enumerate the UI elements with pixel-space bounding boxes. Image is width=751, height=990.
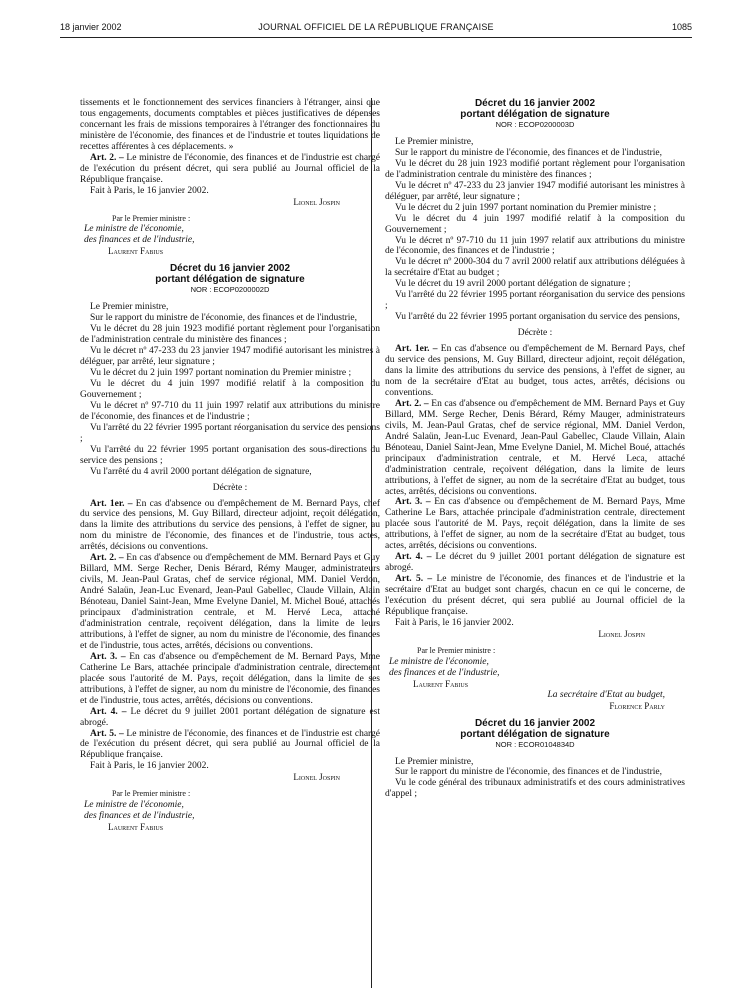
decrete: Décrète : bbox=[212, 482, 248, 493]
para: Vu le décret du 4 juin 1997 modifié relatif à la composition du Gouvernement ; bbox=[385, 213, 685, 235]
para: Vu le décret nº 97-710 du 11 juin 1997 relatif aux attributions du ministre de l'économie, des finances et de l'industrie ; bbox=[385, 235, 685, 257]
decree-nor: NOR : ECOR0104834D bbox=[495, 739, 575, 749]
par-line: Par le Premier ministre : bbox=[417, 645, 496, 655]
article-paragraph: Art. 5. – Le ministre de l'économie, des finances et de l'industrie et la secrétaire d'Etat au budget sont chargés, chacun en ce qui le concerne, de l'exécution du présent décret, qui sera publié au Journal officiel de la République française. bbox=[385, 574, 685, 617]
decree-title: Décret du 16 janvier 2002 bbox=[474, 98, 596, 109]
minister-title: des finances et de l'industrie, bbox=[84, 235, 195, 246]
para: Sur le rapport du ministre de l'économie, des finances et de l'industrie, bbox=[90, 313, 357, 324]
minister-title: Le ministre de l'économie, bbox=[84, 800, 184, 811]
signer-name: Lionel Jospin bbox=[598, 628, 645, 639]
para: Vu le décret nº 97-710 du 11 juin 1997 relatif aux attributions du ministre de l'économie, des finances et de l'industrie ; bbox=[80, 400, 380, 422]
page-header bbox=[60, 22, 692, 36]
secretary-name: Florence Parly bbox=[609, 700, 665, 711]
para: Vu le code général des tribunaux administratifs et des cours administratives d'appel ; bbox=[385, 778, 685, 800]
para: Vu le décret nº 47-233 du 23 janvier 1947 modifié autorisant les ministres à déléguer, par arrêté, leur signature ; bbox=[80, 346, 380, 368]
article-paragraph: Art. 5. – Le ministre de l'économie, des finances et de l'industrie est chargé de l'exécution du présent décret, qui sera publié au Journal officiel de la République française. bbox=[80, 728, 381, 761]
para: Le Premier ministre, bbox=[395, 136, 474, 147]
minister-title: Le ministre de l'économie, bbox=[389, 656, 489, 667]
para: Vu le décret du 4 juin 1997 modifié relatif à la composition du Gouvernement ; bbox=[80, 378, 380, 400]
par-line: Par le Premier ministre : bbox=[112, 789, 191, 799]
fait-line: Fait à Paris, le 16 janvier 2002. bbox=[395, 617, 514, 628]
para: Vu l'arrêté du 4 avril 2000 portant délégation de signature, bbox=[90, 466, 312, 477]
decree-subtitle: portant délégation de signature bbox=[460, 109, 610, 120]
article-paragraph: Art. 2. – Le ministre de l'économie, des finances et de l'industrie est chargé de l'exécution du présent décret, qui sera publié au Journal officiel de la République française. bbox=[80, 152, 381, 185]
secretary-title: La secrétaire d'Etat au budget, bbox=[547, 689, 665, 700]
minister-name: Laurent Fabius bbox=[108, 822, 164, 833]
para: Vu le décret du 2 juin 1997 portant nomination du Premier ministre ; bbox=[90, 368, 352, 379]
left-column bbox=[80, 98, 380, 833]
signer-name: Lionel Jospin bbox=[293, 196, 340, 207]
decree-title: Décret du 16 janvier 2002 bbox=[169, 263, 291, 275]
para: Vu l'arrêté du 22 février 1995 portant réorganisation du service des pensions ; bbox=[80, 422, 380, 444]
fait-line: Fait à Paris, le 16 janvier 2002. bbox=[90, 185, 209, 196]
minister-name: Laurent Fabius bbox=[108, 246, 164, 257]
minister-title: des finances et de l'industrie, bbox=[389, 667, 500, 678]
fait-line: Fait à Paris, le 16 janvier 2002. bbox=[90, 761, 209, 772]
article-paragraph: Art. 3. – En cas d'absence ou d'empêchement de M. Bernard Pays, Mme Catherine Le Bars, attachée principale d'administration centrale, directement placée sous l'autorité de M. Pays, reçoit délégation, dans la limite de ses attributions, à l'effet de signer, au nom de la secrétaire d'Etat au budget, tous actes, arrêtés, décisions ou conventions. bbox=[385, 497, 686, 552]
decree-nor: NOR : ECOP0200002D bbox=[190, 285, 270, 295]
article-paragraph: Art. 4. – Le décret du 9 juillet 2001 portant délégation de signature est abrogé. bbox=[385, 552, 685, 574]
article-paragraph: Art. 1er. – En cas d'absence ou d'empêchement de M. Bernard Pays, chef du service des pensions, M. Guy Billard, directeur adjoint, reçoit délégation, dans la limite des attributions du service des pensions, à l'effet de signer, au nom du ministre de l'économie, des finances et de l'industrie, tous actes, arrêtés, décisions ou conventions. bbox=[80, 498, 380, 553]
decree-title: Décret du 16 janvier 2002 bbox=[474, 717, 596, 729]
signer-name: Lionel Jospin bbox=[293, 772, 340, 783]
para: Vu le décret du 28 juin 1923 modifié portant règlement pour l'organisation de l'administration centrale du ministère des finances ; bbox=[80, 324, 380, 346]
article-paragraph: Art. 1er. – En cas d'absence ou d'empêchement de M. Bernard Pays, chef du service des pensions, M. Guy Billard, directeur adjoint, reçoit délégation, dans la limite des attributions du service des pensions, à l'effet de signer, au nom de la secrétaire d'Etat au budget, tous actes, arrêtés, décisions ou conventions. bbox=[385, 344, 685, 398]
article-paragraph: Art. 2. – En cas d'absence ou d'empêchement de MM. Bernard Pays et Guy Billard, MM. Serge Recher, Denis Bérard, Rémy Mauger, administrateurs civils, M. Jean-Paul Gratas, chef de service régional, MM. Daniel Verdon, André Salaün, Jean-Luc Evenard, Jean-Paul Gabellec, Claude Villain, Alain Bénoteau, Daniel Saint-Jean, Mme Evelyne Daniel, M. Michel Boué, attachés principaux d'administration centrale, et M. Hervé Leca, attaché d'administration centrale, reçoivent délégation, dans la limite de leurs attributions, à l'effet de signer, au nom de la secrétaire d'Etat au budget, tous actes, arrêtés, décisions ou conventions. bbox=[385, 398, 686, 497]
header-page-number: 1085 bbox=[671, 22, 692, 32]
minister-title: des finances et de l'industrie, bbox=[84, 811, 195, 822]
minister-name: Laurent Fabius bbox=[413, 678, 469, 689]
para: Vu l'arrêté du 22 février 1995 portant organisation des sous-directions du service des pensions ; bbox=[80, 444, 380, 466]
para: Sur le rapport du ministre de l'économie, des finances et de l'industrie, bbox=[395, 767, 662, 778]
decrete: Décrète : bbox=[517, 328, 553, 339]
right-column bbox=[385, 98, 685, 800]
para: Vu le décret nº 47-233 du 23 janvier 1947 modifié autorisant les ministres à déléguer, par arrêté, leur signature ; bbox=[385, 180, 685, 202]
para: Vu l'arrêté du 22 février 1995 portant organisation du service des pensions, bbox=[395, 312, 680, 323]
para: Vu le décret du 19 avril 2000 portant délégation de signature ; bbox=[395, 279, 631, 290]
minister-title: Le ministre de l'économie, bbox=[84, 224, 184, 235]
para: Vu l'arrêté du 22 février 1995 portant réorganisation du service des pensions ; bbox=[385, 290, 685, 312]
decree-nor: NOR : ECOP0200003D bbox=[495, 120, 575, 129]
para: Sur le rapport du ministre de l'économie, des finances et de l'industrie, bbox=[395, 147, 662, 158]
para: Le Premier ministre, bbox=[395, 756, 474, 767]
article-paragraph: Art. 4. – Le décret du 9 juillet 2001 portant délégation de signature est abrogé. bbox=[80, 706, 380, 728]
para: Vu le décret du 2 juin 1997 portant nomination du Premier ministre ; bbox=[395, 202, 657, 213]
para: Vu le décret nº 2000-304 du 7 avril 2000 relatif aux attributions déléguées à la secrétaire d'Etat au budget ; bbox=[385, 257, 685, 279]
para: Le Premier ministre, bbox=[90, 302, 169, 313]
decree-subtitle: portant délégation de signature bbox=[155, 274, 305, 286]
par-line: Par le Premier ministre : bbox=[112, 213, 191, 223]
continued-text: tissements et le fonctionnement des services financiers à l'étranger, ainsi que tous engagements, documents comptables et pièces justificatives de dépenses concernant les frais de missions temporaires à l'étranger des fonctionnaires du ministère de l'économie, des finances et de l'industrie et toutes liquidations de recettes afférentes à ces déplacements. » bbox=[80, 98, 380, 152]
header-journal: JOURNAL OFFICIEL DE LA RÉPUBLIQUE FRANÇAISE bbox=[258, 22, 494, 32]
header-date: 18 janvier 2002 bbox=[60, 22, 122, 32]
article-paragraph: Art. 3. – En cas d'absence ou d'empêchement de M. Bernard Pays, Mme Catherine Le Bars, attachée principale d'administration centrale, directement placée sous l'autorité de M. Pays, reçoit délégation, dans la limite de ses attributions, à l'effet de signer, au nom du ministre de l'économie, des finances et de l'industrie, tous actes, arrêtés, décisions ou conventions. bbox=[80, 651, 381, 706]
decree-subtitle: portant délégation de signature bbox=[460, 728, 610, 740]
para: Vu le décret du 28 juin 1923 modifié portant règlement pour l'organisation de l'administration centrale du ministère des finances ; bbox=[385, 158, 685, 180]
article-paragraph: Art. 2. – En cas d'absence ou d'empêchement de MM. Bernard Pays et Guy Billard, MM. Serge Recher, Denis Bérard, Rémy Mauger, administrateurs civils, M. Jean-Paul Gratas, chef de service régional, MM. Daniel Verdon, André Salaün, Jean-Luc Evenard, Jean-Paul Gabellec, Claude Villain, Alain Bénoteau, Daniel Saint-Jean, Mme Evelyne Daniel, M. Michel Boué, attachés principaux d'administration centrale, et M. Hervé Leca, attaché d'administration centrale, reçoivent délégation, dans la limite de leurs attributions, à l'effet de signer, au nom du ministre de l'économie, des finances et de l'industrie, tous actes, arrêtés, décisions ou conventions. bbox=[80, 553, 381, 651]
header-rule bbox=[60, 37, 692, 38]
